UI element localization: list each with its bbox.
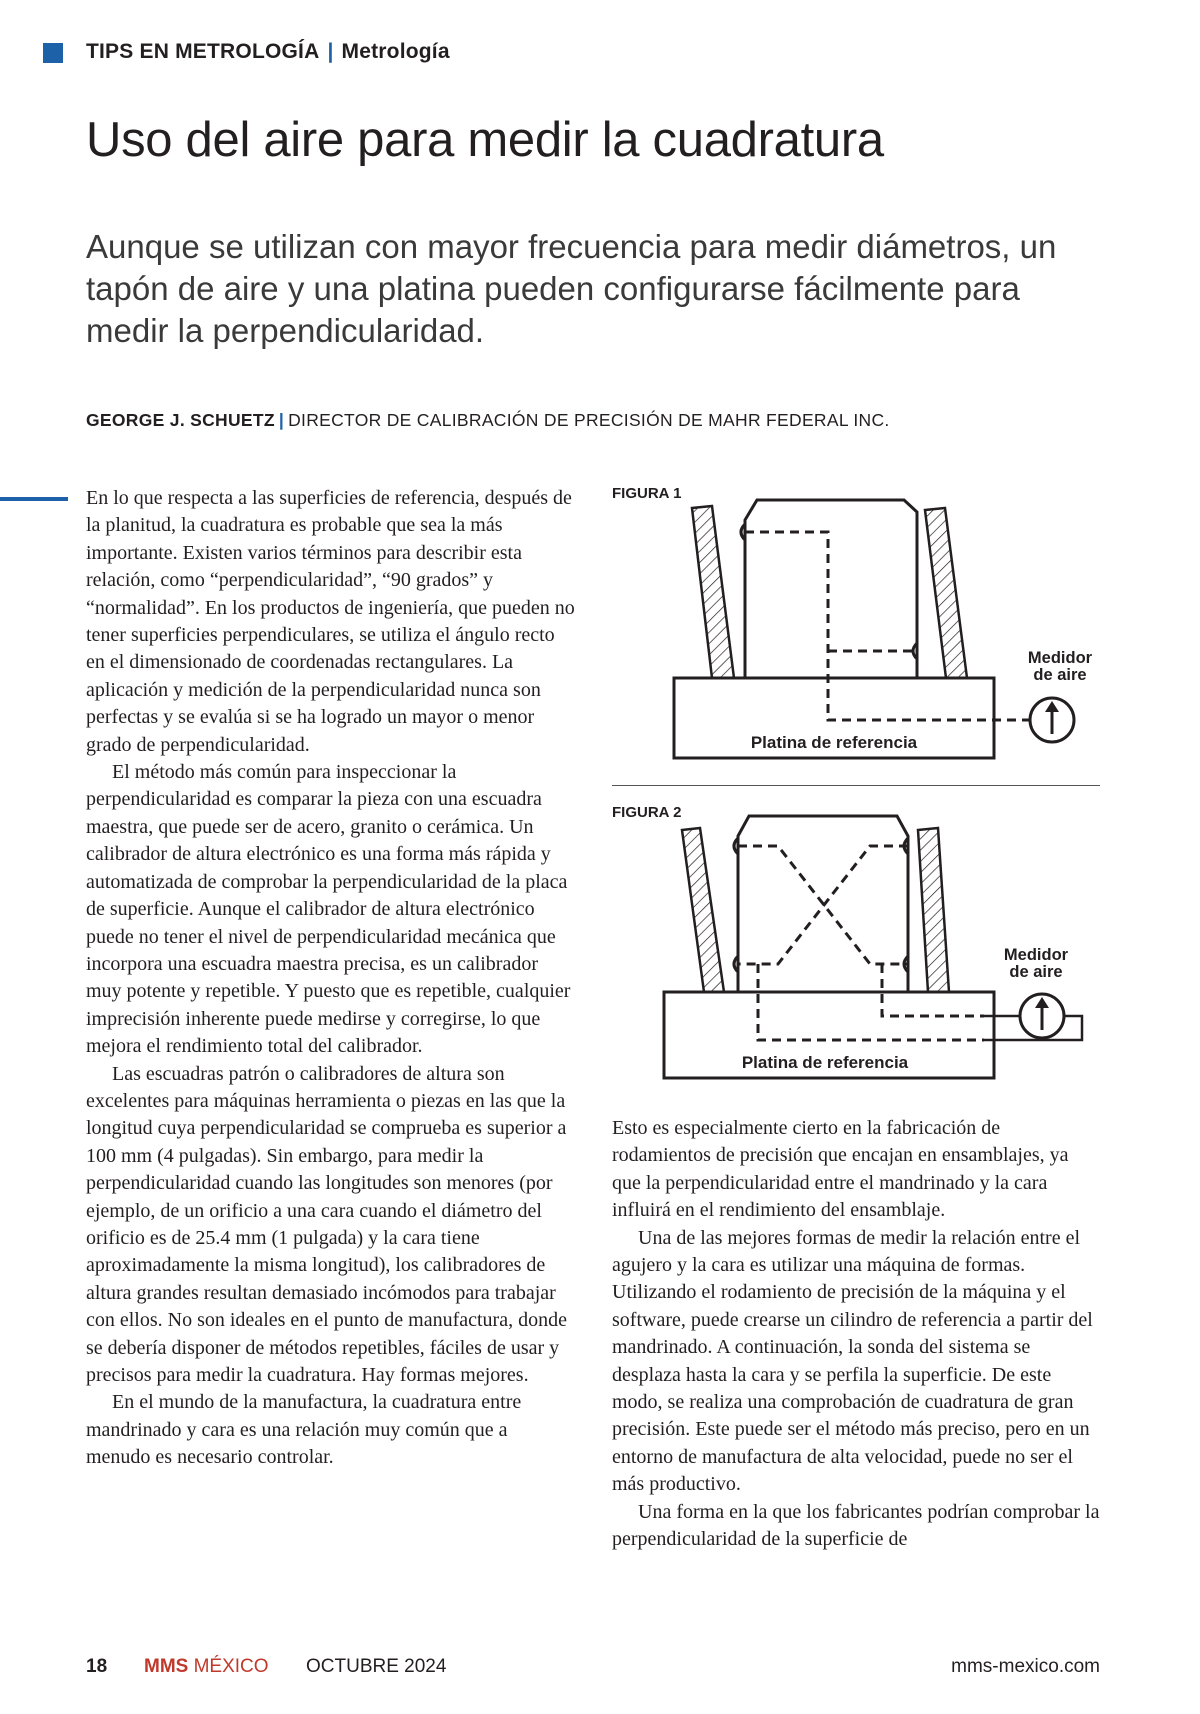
page-number: 18 [86, 1656, 108, 1677]
figure-1-diagram [612, 480, 1102, 770]
side-accent-rule [0, 497, 68, 501]
figure-2-diagram [612, 796, 1102, 1096]
paragraph: En lo que respecta a las superficies de referencia, después de la planitud, la cuadratura es probable que sea la más importante. Existen varios términos para describir esta relación, como “perpendicularidad”, “90 grados” y “normalidad”. En los productos de ingeniería, que pueden no tener superficies perpendiculares, se utiliza el ángulo recto en el dimensionado de coordenadas rectangulares. La aplicación y medición de la perpendicularidad nunca son perfectas y se evalúa si se ha logrado un mayor o menor grado de perpendicularidad. [86, 487, 575, 756]
article-subtitle: Aunque se utilizan con mayor frecuencia para medir diámetros, un tapón de aire y una platina pueden configurarse fácilmente para medir la perpendicularidad. [86, 228, 1057, 349]
paragraph: Esto es especialmente cierto en la fabricación de rodamientos de precisión que encajan en ensamblajes, ya que la perpendicularidad entre el mandrinado y la cara influirá en el rendimiento del ensamblaje. [612, 1117, 1069, 1222]
section-separator: | [327, 40, 334, 63]
paragraph: El método más común para inspeccionar la perpendicularidad es comparar la pieza con una escuadra maestra, que puede ser de acero, granito o cerámica. Un calibrador de altura electrónico es una forma más rápida y automatizada de comprobar la perpendicularidad de la placa de superficie. Aunque el calibrador de altura electrónico puede no tener el nivel de perpendicularidad mecánica que incorpora una escuadra maestra precisa, es un calibrador muy potente y repetible. Y puesto que es repetible, cualquier imprecisión inherente puede medirse y corregirse, lo que mejora el rendimiento total del calibrador. [86, 761, 571, 1058]
paragraph: Una forma en la que los fabricantes podrían comprobar la perpendicularidad de la superficie de [612, 1500, 1100, 1551]
figure-1-label: FIGURA 1 [612, 485, 682, 502]
issue-date: OCTUBRE 2024 [306, 1656, 447, 1677]
section-marker [43, 43, 63, 63]
platen-label: Platina de referencia [750, 733, 918, 752]
paragraph: Las escuadras patrón o calibradores de altura son excelentes para máquinas herramienta o piezas en las que la longitud cuya perpendicularidad se comprueba es superior a 100 mm (4 pulgadas). Sin embargo, para medir la perpendicularidad cuando las longitudes son menores (por ejemplo, de un orificio a una cara cuando el diámetro del orificio es de 25.4 mm (1 pulgada) y la cara tiene aproximadamente la misma longitud), los calibradores de altura grandes resultan demasiado incómodos para trabajar con ellos. No son ideales en el punto de manufactura, donde se debería disponer de métodos repetibles, fáciles de usar y precisos para medir la cuadratura. Hay formas mejores. [86, 1062, 567, 1386]
figure-divider [612, 785, 1100, 786]
paragraph: En el mundo de la manufactura, la cuadratura entre mandrinado y cara es una relación muy común que a menudo es necesario controlar. [86, 1391, 522, 1469]
air-passage [745, 532, 1030, 720]
gauge-label-line2: de aire [1033, 666, 1087, 684]
paragraph: Una de las mejores formas de medir la relación entre el agujero y la cara es utilizar una máquina de formas. Utilizando el rodamiento de precisión de la máquina y el software, puede crearse un cilindro de referencia a partir del mandrinado. A continuación, la sonda del sistema se desplaza hasta la cara y se perfila la superficie. De este modo, se realiza una comprobación de cuadratura de gran precisión. Este puede ser el método más preciso, pero en un entorno de manufactura de alta velocidad, puede no ser el más productivo. [612, 1226, 1093, 1496]
section-name: TIPS EN METROLOGÍA [86, 40, 320, 63]
left-wall [692, 506, 734, 678]
author-name: GEORGE J. SCHUETZ [86, 410, 275, 430]
author-role: DIRECTOR DE CALIBRACIÓN DE PRECISIÓN DE MAHR FEDERAL INC. [288, 410, 890, 430]
brand-bold: MMS [144, 1656, 189, 1677]
figure-2-label: FIGURA 2 [612, 804, 682, 821]
gauge-label-line2: de aire [1009, 963, 1063, 981]
byline [86, 410, 890, 431]
platen-label: Platina de referencia [741, 1053, 909, 1072]
body-column-left [86, 485, 576, 1472]
right-wall [918, 828, 949, 992]
gauge-label-line1: Medidor [1027, 649, 1093, 667]
magazine-brand [144, 1656, 269, 1678]
left-wall [682, 828, 724, 992]
byline-separator: | [278, 410, 285, 430]
gauge-label-line1: Medidor [1003, 946, 1069, 964]
website-url: mms-mexico.com [951, 1656, 1100, 1677]
section-header [86, 40, 450, 64]
right-wall [925, 508, 967, 678]
body-column-right [612, 1115, 1102, 1554]
page-title: Uso del aire para medir la cuadratura [86, 113, 884, 167]
brand-rest: MÉXICO [188, 1656, 269, 1677]
section-category: Metrología [341, 40, 450, 63]
